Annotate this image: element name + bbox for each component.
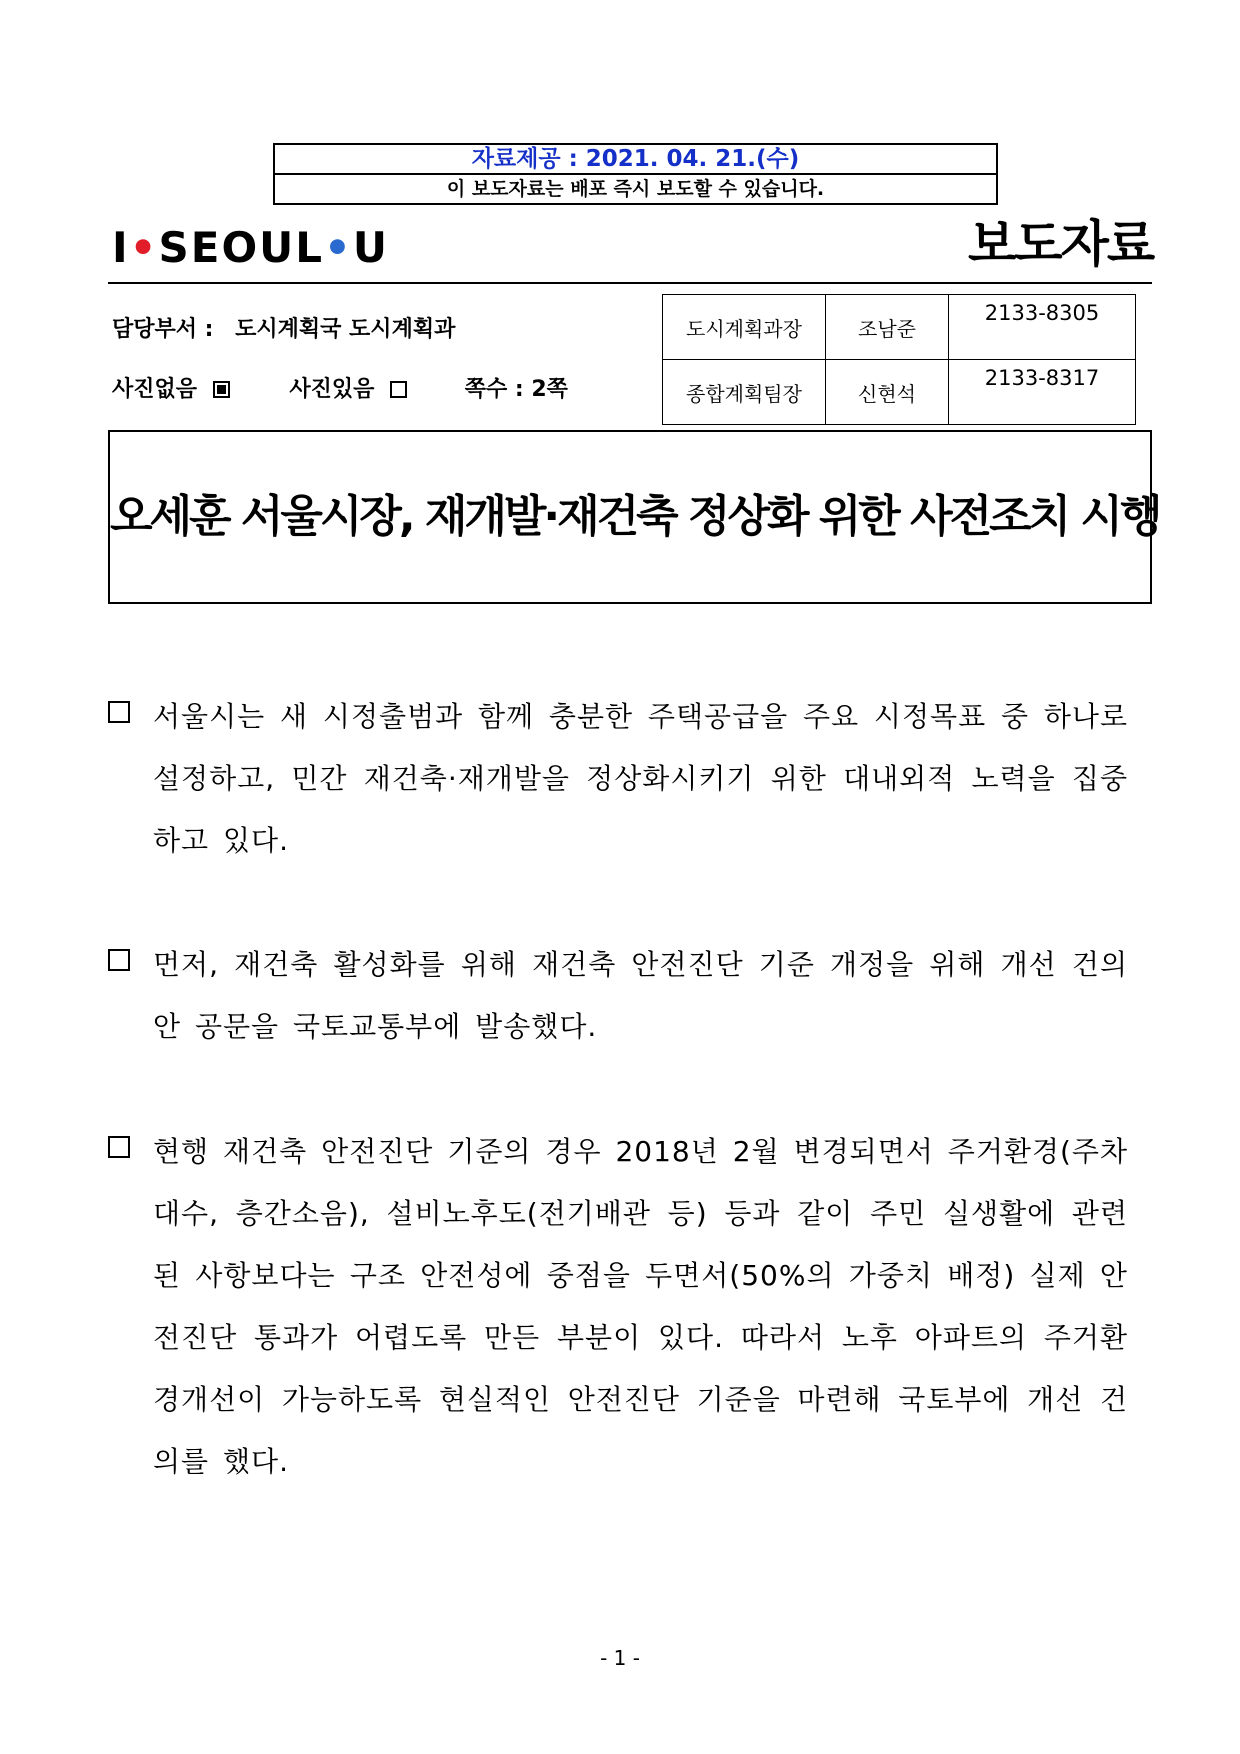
pages-label: 쪽수 : 2쪽 bbox=[464, 377, 568, 402]
release-info-box bbox=[273, 143, 998, 205]
logo-dot-blue: • bbox=[324, 223, 353, 272]
headline: 오세훈 서울시장, 재개발·재건축 정상화 위한 사전조치 시행 bbox=[110, 491, 1160, 542]
press-release-title: 보도자료 bbox=[968, 215, 1154, 273]
has-photo-label: 사진있음 bbox=[289, 377, 375, 402]
release-note: 이 보도자료는 배포 즉시 보도할 수 있습니다. bbox=[446, 178, 825, 200]
bullet-square-icon bbox=[108, 1136, 130, 1158]
paragraph-text: 먼저, 재건축 활성화를 위해 재건축 안전진단 기준 개정을 위해 개선 건의안 공문을 국토교통부에 발송했다. bbox=[153, 948, 1128, 1043]
bullet-square-icon bbox=[108, 949, 130, 971]
logo-seoul: SEOUL bbox=[158, 223, 325, 272]
page-number: - 1 - bbox=[600, 1646, 640, 1670]
contact-table bbox=[662, 294, 1136, 425]
no-photo-label: 사진없음 bbox=[112, 377, 198, 402]
photo-line bbox=[112, 372, 568, 403]
header-divider bbox=[108, 282, 1152, 284]
logo-i: I bbox=[112, 223, 130, 272]
paragraph-text: 서울시는 새 시정출범과 함께 충분한 주택공급을 주요 시정목표 중 하나로 설정하고, 민간 재건축·재개발을 정상화시키기 위한 대내외적 노력을 집중하고 있다. bbox=[153, 700, 1128, 857]
table-row bbox=[663, 295, 1136, 360]
contact-role: 종합계획팀장 bbox=[663, 360, 826, 425]
department-line bbox=[112, 312, 469, 343]
i-seoul-u-logo bbox=[112, 222, 389, 274]
logo-dot-red: • bbox=[129, 223, 159, 272]
contact-role: 도시계획과장 bbox=[663, 295, 826, 360]
contact-phone: 2133-8305 bbox=[949, 295, 1136, 360]
contact-name: 신현석 bbox=[826, 360, 949, 425]
contact-phone: 2133-8317 bbox=[949, 360, 1136, 425]
paragraph bbox=[108, 686, 1128, 872]
release-date: 자료제공 : 2021. 04. 21.(수) bbox=[275, 145, 996, 175]
table-row bbox=[663, 360, 1136, 425]
paragraph bbox=[108, 1121, 1128, 1493]
logo-u: U bbox=[352, 223, 389, 272]
department-label: 담당부서 : bbox=[112, 317, 214, 342]
no-photo-checkbox[interactable] bbox=[213, 381, 230, 398]
contact-name: 조남준 bbox=[826, 295, 949, 360]
has-photo-checkbox[interactable] bbox=[390, 381, 407, 398]
paragraph bbox=[108, 934, 1128, 1058]
headline-box bbox=[108, 430, 1160, 604]
paragraph-text: 현행 재건축 안전진단 기준의 경우 2018년 2월 변경되면서 주거환경(주차대수, 층간소음), 설비노후도(전기배관 등) 등과 같이 주민 실생활에 관련된 사항보다는 구조 안전성에 중점을 두면서(50%의 가중치 배정) 실제 안전진단 통과가 어렵도록 만든 부분이 있다. 따라서 노후 아파트의 주거환경개선이 가능하도록 현실적인 안전진단 기준을 마련해 국토부에 개선 건의를 했다. bbox=[153, 1135, 1128, 1478]
department-value: 도시계획국 도시계획과 bbox=[235, 317, 456, 342]
bullet-square-icon bbox=[108, 701, 130, 723]
